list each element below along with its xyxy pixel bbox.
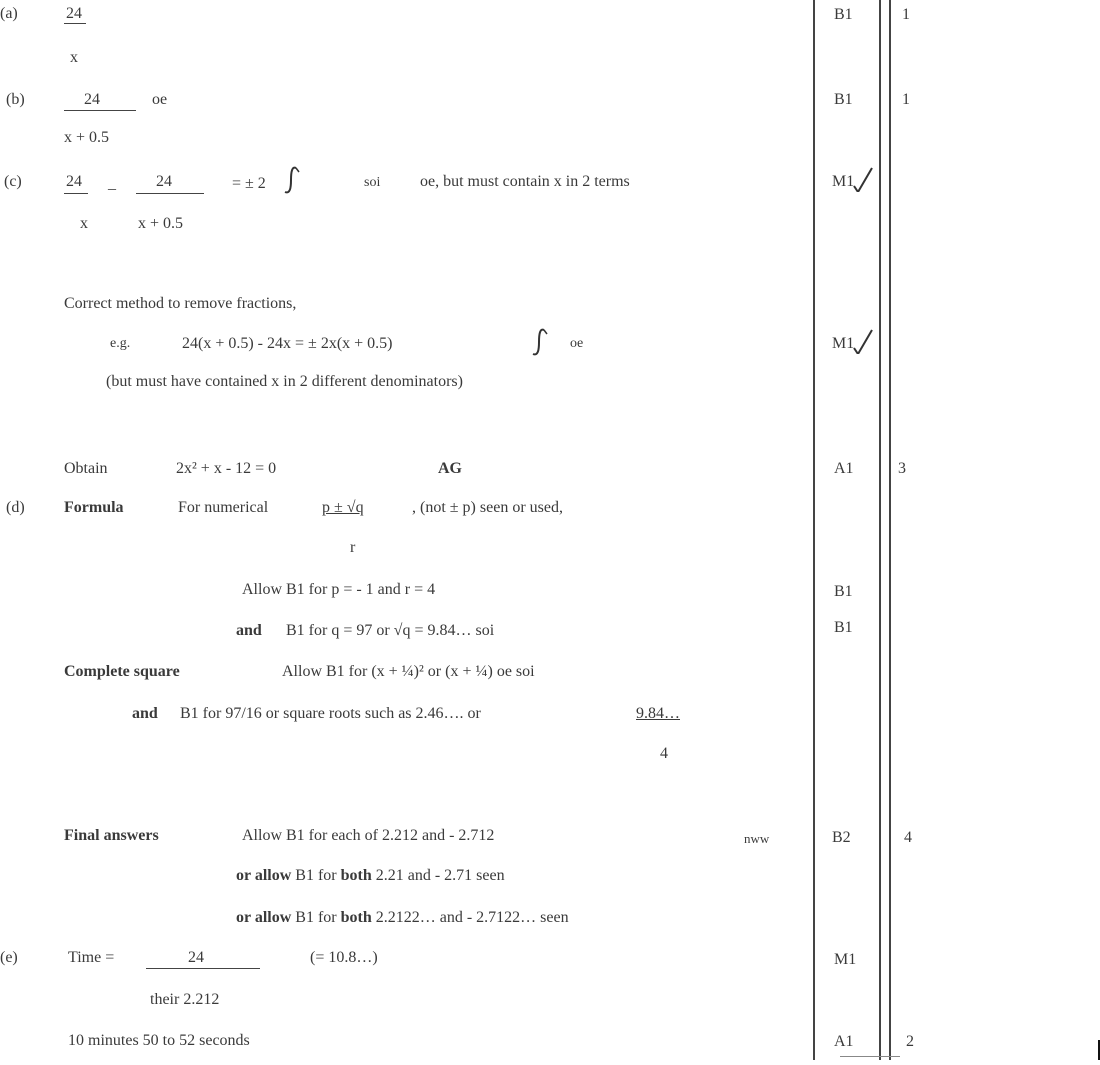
marks-column-rule-right: [889, 0, 891, 1060]
part-d-formula-denominator: r: [350, 539, 356, 556]
part-e-numerator: 24: [188, 949, 204, 966]
part-d-final-answers-label: Final answers: [64, 827, 159, 844]
part-e-answer: 10 minutes 50 to 52 seconds: [68, 1032, 250, 1049]
part-d-final-2-or: or allow: [236, 867, 292, 884]
part-d-final-3-post: 2.2122… and - 2.7122… seen: [375, 909, 569, 926]
part-b-oe: oe: [152, 91, 168, 108]
part-d-formula-pre: For numerical: [178, 499, 269, 516]
part-b-numerator: 24: [84, 91, 100, 108]
part-d-final-3: [236, 910, 569, 926]
integral-symbol-1: [282, 166, 300, 194]
part-c-eg-note: (but must have contained x in 2 different denominators): [106, 373, 463, 390]
part-c-ag: AG: [438, 460, 462, 477]
part-c-eg-expression: 24(x + 0.5) - 24x = ± 2x(x + 0.5): [182, 335, 393, 352]
part-c-minus: _: [108, 175, 116, 192]
part-d-final-2-post: 2.21 and - 2.71 seen: [375, 867, 505, 884]
part-d-cs-text-2: B1 for 97/16 or square roots such as 2.46…. or: [180, 705, 481, 722]
part-b-fraction-bar: [64, 110, 136, 111]
part-e-total: 2: [906, 1033, 914, 1050]
part-e-fraction-bar: [146, 968, 260, 969]
part-a-mark: B1: [834, 6, 853, 23]
part-d-final-3-pre: B1 for: [295, 909, 337, 926]
part-e-approx: (= 10.8…): [310, 949, 378, 966]
part-c-note: oe, but must contain x in 2 terms: [420, 173, 630, 190]
part-e-mark-2: A1: [834, 1033, 854, 1050]
part-d-cs-and: and: [132, 705, 158, 722]
part-c-eg-oe: oe: [570, 336, 584, 351]
part-e-mark-1: M1: [834, 951, 857, 968]
part-a-denominator: x: [70, 49, 78, 66]
part-d-allow-1: Allow B1 for p = - 1 and r = 4: [242, 581, 436, 598]
part-c-fraction-bar-2: [136, 193, 204, 194]
part-b-mark: B1: [834, 91, 853, 108]
part-d-cs-fraction-denominator: 4: [660, 745, 668, 762]
part-c-mark-3: A1: [834, 460, 854, 477]
part-a-numerator: 24: [66, 5, 82, 22]
part-d-allow-2: B1 for q = 97 or √q = 9.84… soi: [286, 622, 495, 639]
part-d-formula-expression: p ± √q: [322, 499, 364, 516]
bottom-rule: [840, 1056, 900, 1057]
part-c-numerator-1: 24: [66, 173, 82, 190]
tick-mark-icon-2: [852, 328, 874, 354]
part-d-mark-b1-a: B1: [834, 583, 853, 600]
part-d-mark-final: B2: [832, 829, 851, 846]
part-d-final-2-both: both: [340, 867, 372, 884]
part-c-obtain-expression: 2x² + x - 12 = 0: [176, 460, 277, 477]
part-d-label: (d): [6, 499, 25, 516]
part-d-final-2: [236, 868, 505, 884]
part-b-total: 1: [902, 91, 910, 108]
part-c-label: (c): [4, 173, 22, 190]
part-c-eg-label: e.g.: [110, 336, 131, 351]
part-d-mark-b1-b: B1: [834, 619, 853, 636]
marks-column-rule-left: [813, 0, 815, 1060]
part-c-mark-1: M1: [832, 173, 855, 190]
part-d-complete-square-text: Allow B1 for (x + ¼)² or (x + ¼) oe soi: [282, 663, 535, 680]
part-d-final-2-pre: B1 for: [295, 867, 337, 884]
part-d-formula-label: Formula: [64, 499, 124, 516]
part-a-label: (a): [0, 5, 18, 22]
part-c-numerator-2: 24: [156, 173, 172, 190]
tick-mark-icon-1: [852, 166, 874, 192]
part-c-fraction-bar-1: [64, 193, 88, 194]
part-c-denominator-1: x: [80, 215, 88, 232]
part-c-rhs: = ± 2: [232, 175, 266, 192]
part-d-complete-square-label: Complete square: [64, 663, 180, 680]
part-d-final-1: Allow B1 for each of 2.212 and - 2.712: [242, 827, 495, 844]
part-c-method-title: Correct method to remove fractions,: [64, 295, 297, 312]
part-d-final-3-or: or allow: [236, 909, 292, 926]
part-d-total: 4: [904, 829, 912, 846]
part-d-formula-post: , (not ± p) seen or used,: [412, 499, 563, 516]
part-b-label: (b): [6, 91, 25, 108]
marks-column-rule-middle: [879, 0, 881, 1060]
part-c-soi: soi: [364, 175, 381, 190]
part-d-cs-fraction-numerator: 9.84…: [636, 705, 680, 722]
part-c-mark-2: M1: [832, 335, 855, 352]
integral-symbol-2: [530, 328, 548, 356]
part-d-nww: nww: [744, 831, 770, 846]
part-a-total: 1: [902, 6, 910, 23]
part-e-label: (e): [0, 949, 18, 966]
part-e-time-label: Time =: [68, 949, 115, 966]
part-b-denominator: x + 0.5: [64, 129, 110, 146]
part-c-denominator-2: x + 0.5: [138, 215, 184, 232]
part-e-denominator: their 2.212: [150, 991, 220, 1008]
part-a-fraction-bar: [64, 23, 86, 24]
part-c-obtain-label: Obtain: [64, 460, 108, 477]
part-d-final-3-both: both: [340, 909, 372, 926]
part-c-total: 3: [898, 460, 906, 477]
part-d-and-label: and: [236, 622, 262, 639]
